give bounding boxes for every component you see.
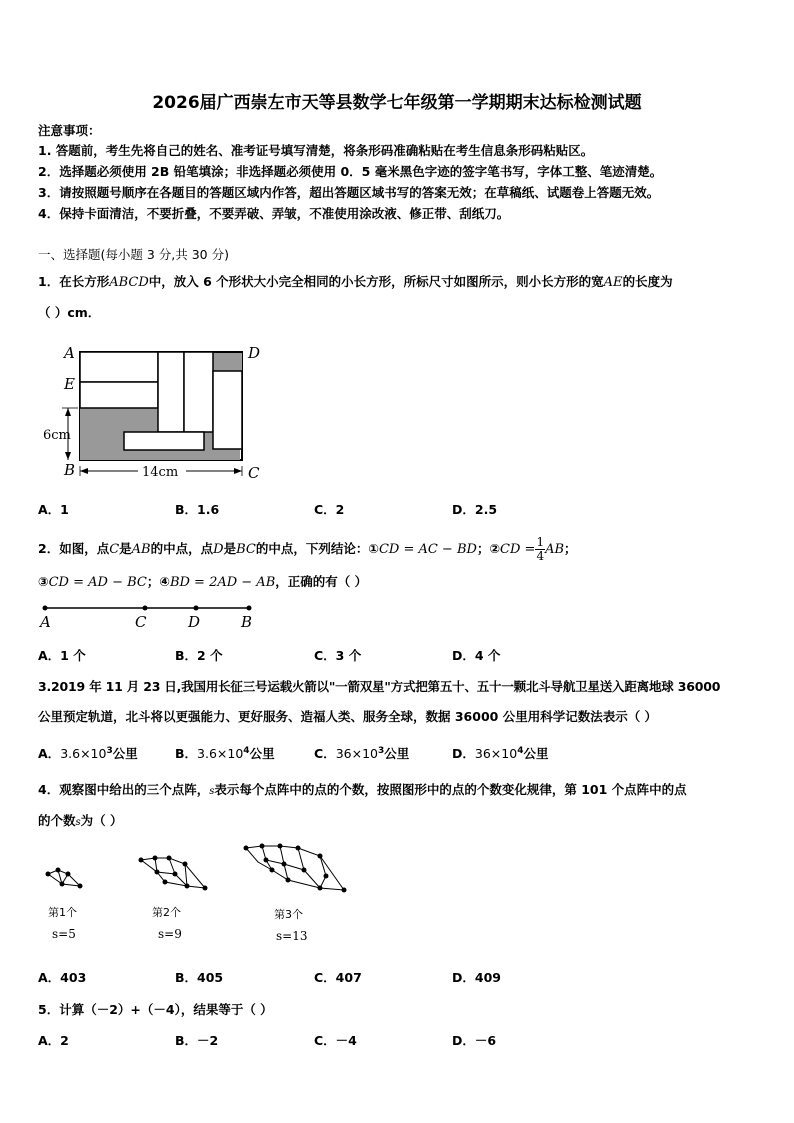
q4-fig3-value: s=13 — [276, 929, 308, 943]
q2-text: 是 — [119, 541, 132, 556]
q1-figure — [38, 338, 268, 488]
q2-stem-line2 — [38, 572, 367, 590]
q4-text: 的个数 — [38, 813, 76, 828]
q1-text: 的长度为 — [622, 274, 673, 289]
option-unit: 公里 — [249, 746, 275, 761]
option-value: 3.6×10 — [197, 746, 244, 761]
q3-option-d[interactable] — [452, 744, 548, 762]
q4-text: 4．观察图中给出的三个点阵， — [38, 782, 210, 797]
q1-option-b[interactable]: B．1.6 — [175, 502, 220, 517]
q4-fig2-value: s=9 — [158, 927, 182, 941]
q4-fig1-label: 第1个 — [48, 906, 77, 919]
option-exponent: 4 — [243, 745, 250, 756]
q4-text: 表示每个点阵中的点的个数，按照图形中的点的个数变化规律，第 101 个点阵中的点 — [214, 782, 687, 797]
q1-text: 中，放入 6 个形状大小完全相同的小长方形，所标尺寸如图所示，则小长方形的宽 — [148, 274, 604, 289]
q2-option-b[interactable]: B．2 个 — [175, 648, 223, 663]
q3-stem-line2: 公里预定轨道，北斗将以更强能力、更好服务、造福人类、服务全球，数据 36000 公里用科学记数法表示（ ） — [38, 709, 658, 724]
q2-option-c[interactable]: C．3 个 — [314, 648, 362, 663]
option-value: 36×10 — [335, 746, 378, 761]
option-value: 36×10 — [474, 746, 518, 761]
q4-math: s — [209, 786, 215, 797]
q2-fraction — [535, 536, 545, 563]
q5-option-b[interactable]: B．－2 — [175, 1033, 219, 1048]
q1-option-a[interactable]: A．1 — [38, 502, 69, 517]
q2-text: ； — [564, 541, 577, 556]
q2-point-d: D — [188, 613, 201, 630]
q4-option-c[interactable]: C．407 — [314, 970, 362, 985]
q1-label-c: C — [248, 464, 260, 482]
q4-dot-array-1 — [40, 862, 90, 896]
q3-option-a[interactable] — [38, 744, 138, 762]
q5-option-c[interactable]: C．－4 — [314, 1033, 357, 1048]
q1-height-label: 6cm — [43, 428, 71, 443]
q2-text: ③ — [38, 574, 49, 589]
option-unit: 公里 — [523, 746, 549, 761]
q1-stem — [38, 272, 673, 290]
option-exponent: 3 — [106, 745, 113, 756]
option-label: A． — [38, 746, 61, 761]
q1-width-label: 14cm — [142, 465, 179, 480]
q2-segment-figure — [36, 598, 266, 630]
option-exponent: 4 — [517, 745, 524, 756]
option-unit: 公里 — [112, 746, 138, 761]
q4-fig3-label: 第3个 — [274, 908, 303, 921]
q2-conclusion-1: CD = AC − BD — [378, 542, 477, 557]
option-exponent: 3 — [377, 745, 385, 756]
option-label: C． — [314, 746, 336, 761]
q2-option-d[interactable]: D．4 个 — [452, 648, 501, 663]
option-unit: 公里 — [384, 746, 410, 761]
q1-label-d: D — [248, 344, 261, 362]
q4-fig2-label: 第2个 — [152, 906, 181, 919]
q2-math: AB — [131, 542, 151, 557]
q3-option-b[interactable] — [175, 744, 275, 762]
q2-stem — [38, 536, 577, 563]
q2-text: ；② — [476, 541, 501, 556]
q4-stem-line2 — [38, 811, 123, 829]
q4-fig1-value: s=5 — [52, 927, 76, 941]
q1-text: 1．在长方形 — [38, 274, 110, 289]
q2-frac-den: 4 — [536, 549, 545, 563]
q2-frac-num: 1 — [536, 535, 545, 549]
q4-text: 为（ ） — [80, 813, 123, 828]
q3-option-c[interactable] — [314, 744, 409, 762]
notice-heading: 注意事项： — [38, 123, 101, 138]
notice-item: 4．保持卡面清洁，不要折叠，不要弄破、弄皱，不准使用涂改液、修正带、刮纸刀。 — [38, 206, 510, 221]
q2-text: ；④ — [146, 574, 170, 589]
notice-item: 2．选择题必须使用 2B 铅笔填涂；非选择题必须使用 0．5 毫米黑色字迹的签字笔书写，字体工整、笔迹清楚。 — [38, 164, 663, 179]
q2-point-c: C — [135, 613, 147, 630]
notice-item: 1. 答题前，考生先将自己的姓名、准考证号填写清楚，将条形码准确粘贴在考生信息条形码粘贴区。 — [38, 143, 594, 158]
option-label: B． — [175, 746, 198, 761]
q4-option-b[interactable]: B．405 — [175, 970, 224, 985]
q2-conclusion-3: CD = AD − BC — [48, 575, 147, 590]
q4-option-a[interactable]: A．403 — [38, 970, 87, 985]
q1-option-d[interactable]: D．2.5 — [452, 502, 498, 517]
q4-dot-array-3 — [240, 840, 350, 896]
q2-conclusion-4: BD = 2AD − AB — [169, 575, 276, 590]
q2-text: 的中点，点 — [150, 541, 214, 556]
q4-math: s — [75, 817, 81, 828]
q2-math: AB — [545, 542, 565, 557]
q2-point-a: A — [40, 613, 51, 630]
page-title: 2026届广西崇左市天等县数学七年级第一学期期末达标检测试题 — [152, 93, 642, 113]
q4-stem — [38, 780, 687, 798]
q1-rect-name: ABCD — [109, 275, 149, 290]
q4-option-d[interactable]: D．409 — [452, 970, 501, 985]
q1-label-b: B — [64, 461, 76, 479]
notice-item: 3．请按照题号顺序在各题目的答题区域内作答，超出答题区域书写的答案无效；在草稿纸、试题卷上答题无效。 — [38, 185, 660, 200]
q1-label-e: E — [64, 375, 75, 393]
q2-math: D — [213, 542, 224, 557]
q2-option-a[interactable]: A．1 个 — [38, 648, 86, 663]
q5-stem: 5．计算（－2）+（－4），结果等于（ ） — [38, 1002, 273, 1017]
option-value: 3.6×10 — [60, 746, 107, 761]
q2-text: ，正确的有（ ） — [275, 574, 368, 589]
q2-text: 2．如图，点 — [38, 541, 110, 556]
q5-option-a[interactable]: A．2 — [38, 1033, 69, 1048]
q2-math: C — [109, 542, 120, 557]
q3-stem: 3.2019 年 11 月 23 日,我国用长征三号运载火箭以"一箭双星"方式把第五十、五十一颗北斗导航卫星送入距离地球 36000 — [38, 679, 721, 694]
q5-option-d[interactable]: D．－6 — [452, 1033, 497, 1048]
q2-math: BC — [236, 542, 256, 557]
q1-stem-line2: （ ）cm． — [38, 305, 101, 320]
section-heading: 一、选择题(每小题 3 分,共 30 分) — [38, 247, 229, 262]
q2-conclusion-2: CD = — [500, 542, 536, 557]
q1-option-c[interactable]: C．2 — [314, 502, 345, 517]
q2-text: 的中点，下列结论：① — [255, 541, 379, 556]
option-label: D． — [452, 746, 475, 761]
q4-dot-array-2 — [135, 852, 213, 894]
q1-label-a: A — [64, 344, 75, 362]
q2-point-b: B — [241, 613, 253, 630]
q2-text: 是 — [223, 541, 237, 556]
q1-ae: AE — [603, 275, 623, 290]
